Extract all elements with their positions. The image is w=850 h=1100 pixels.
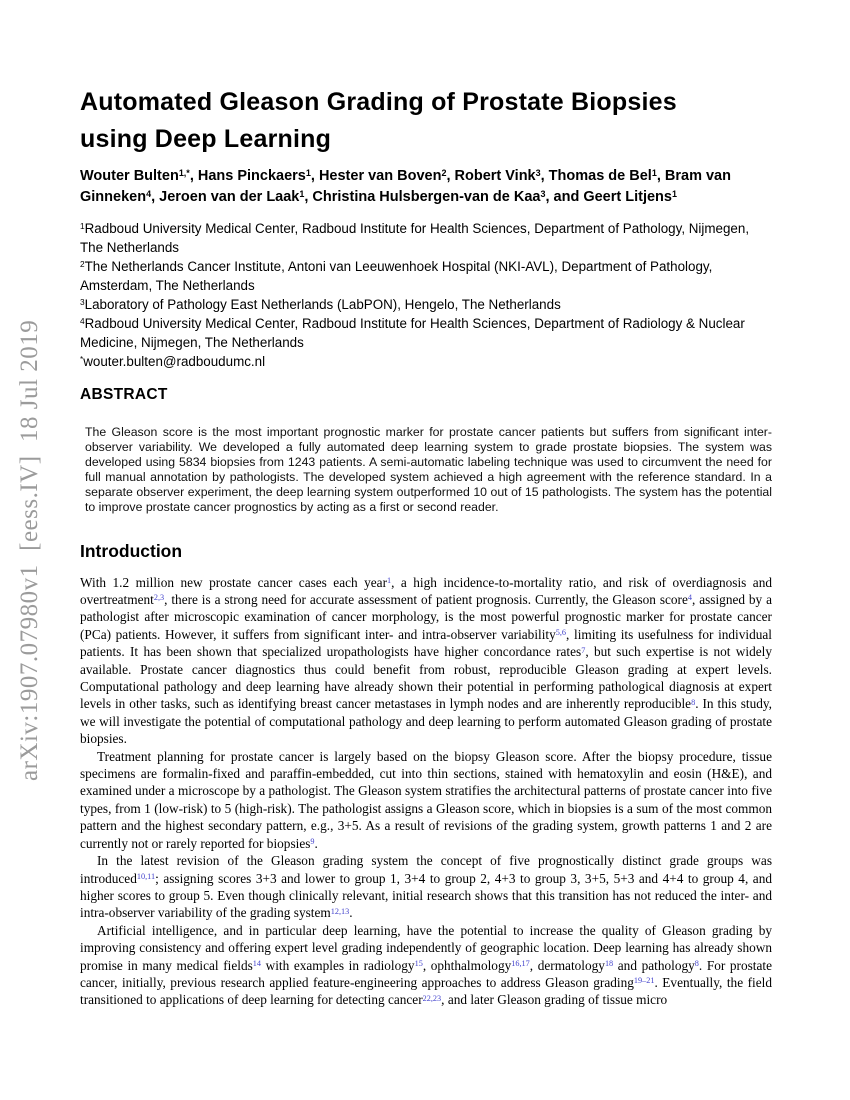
superscript-marker: 2 bbox=[441, 167, 447, 178]
paper-title bbox=[80, 84, 772, 158]
superscript-marker: 1 bbox=[671, 189, 677, 200]
citation-link[interactable]: 9 bbox=[310, 836, 315, 846]
intro-paragraph-2: Treatment planning for prostate cancer is largely based on the biopsy Gleason score. After the biopsy procedure, tissue specimens are formalin-fixed and paraffin-embedded, cut into thin sections, stained with hematoxylin and eosin (H&E), and examined under a microscope by a pathologist. The Gleason system stratifies the architectural patterns of prostate cancer into five types, from 1 (low-risk) to 5 (high-risk). The pathologist assigns a Gleason score, which in biopsies is a sum of the most common pattern and the highest secondary pattern, e.g., 3+5. As a result of revisions of the grading system, growth patterns 1 and 2 are currently not or rarely reported for biopsies$^9$. bbox=[80, 748, 772, 851]
superscript-marker: 3 bbox=[540, 189, 546, 200]
affiliation-4: $^4$Radboud University Medical Center, Radboud Institute for Health Sciences, Department of Radiology & Nuclear Medicine, Nijmegen, The Netherlands bbox=[80, 315, 745, 350]
superscript-marker: 4 bbox=[80, 315, 85, 326]
citation-link[interactable]: 2,3 bbox=[153, 593, 165, 603]
abstract-text: The Gleason score is the most important prognostic marker for prostate cancer patients but suffers from significant inter-observer variability. We developed a fully automated deep learning system to grade prostate biopsies. The system was developed using 5834 biopsies from 1243 patients. A semi-automatic labeling technique was used to circumvent the need for full manual annotation by pathologists. The developed system achieved a high agreement with the reference standard. In a separate observer experiment, the deep learning system outperformed 10 out of 15 pathologists. The system has the potential to improve prostate cancer prognostics by acting as a first or second reader. bbox=[85, 424, 772, 514]
intro-paragraph-1: With 1.2 million new prostate cancer cases each year$^1$, a high incidence-to-mortality ratio, and risk of overdiagnosis and overtreatment$^{2,3}$, there is a strong need for accurate assessment of patient prognosis. Currently, the Gleason score$^4$, assigned by a pathologist after microscopic examination of cancer morphology, is the most powerful prognostic marker for prostate cancer (PCa) patients. However, it suffers from significant inter- and intra-observer variability$^{5,6}$, limiting its usefulness for individual patients. It has been shown that specialized uropathologists have higher concordance rates$^7$, but such expertise is not widely available. Prostate cancer diagnostics thus could benefit from robust, reproducible Gleason grading at expert levels. Computational pathology and deep learning have already shown their potential in performing pathological diagnosis at expert levels in other tasks, such as identifying breast cancer metastases in lymph nodes and are inherently reproducible$^8$. In this study, we will investigate the potential of computational pathology and deep learning to perform automated Gleason grading of prostate biopsies. bbox=[80, 574, 772, 747]
citation-link[interactable]: 16,17 bbox=[511, 958, 530, 968]
author-list: Wouter Bulten$^{1,*}$, Hans Pinckaers$^1$, Hester van Boven$^2$, Robert Vink$^3$, Thomas de Bel$^1$, Bram van Ginneken$^4$, Jeroen van der Laak$^1$, Christina Hulsbergen-van de Kaa$^3$, and Geert Litjens$^1$ bbox=[80, 167, 731, 206]
citation-link[interactable]: 12,13 bbox=[330, 906, 350, 916]
superscript-marker: 1 bbox=[651, 167, 657, 178]
citation-link[interactable]: 14 bbox=[252, 958, 261, 968]
citation-link[interactable]: 8 bbox=[691, 697, 696, 707]
abstract-heading: ABSTRACT bbox=[80, 385, 168, 403]
paper-content bbox=[80, 84, 772, 1009]
intro-paragraph-4: Artificial intelligence, and in particular deep learning, have the potential to increase the quality of Gleason grading by improving consistency and offering expert level grading independently of geographic location. Deep learning has already shown promise in many medical fields$^{14}$ with examples in radiology$^{15}$, ophthalmology$^{16,17}$, dermatology$^{18}$ and pathology$^8$. For prostate cancer, initially, previous research applied feature-engineering approaches to address Gleason grading$^{19-21}$. Eventually, the field transitioned to applications of deep learning for detecting cancer$^{22,23}$, and later Gleason grading of tissue micro bbox=[80, 922, 772, 1008]
citation-link[interactable]: 15 bbox=[414, 958, 423, 968]
citation-link[interactable]: 1 bbox=[387, 575, 392, 585]
affiliation-3: $^3$Laboratory of Pathology East Netherlands (LabPON), Hengelo, The Netherlands bbox=[80, 296, 561, 312]
citation-link[interactable]: 22,23 bbox=[422, 993, 442, 1003]
superscript-marker: 4 bbox=[146, 189, 152, 200]
superscript-marker: 1 bbox=[299, 189, 305, 200]
superscript-marker: 3 bbox=[80, 296, 85, 307]
superscript-marker: 1,* bbox=[178, 167, 190, 178]
introduction-heading: Introduction bbox=[80, 540, 183, 561]
citation-link[interactable]: 18 bbox=[604, 958, 614, 968]
affiliations bbox=[80, 219, 772, 371]
citation-link[interactable]: 7 bbox=[581, 645, 586, 655]
corresponding-email: *wouter.bulten@radboudumc.nl bbox=[80, 353, 266, 369]
affiliation-1: $^1$Radboud University Medical Center, Radboud Institute for Health Sciences, Department of Pathology, Nijmegen, The Netherlands bbox=[80, 220, 750, 255]
superscript-marker: 3 bbox=[535, 167, 541, 178]
citation-link[interactable]: 4 bbox=[687, 593, 693, 603]
citation-link[interactable]: 19–21 bbox=[633, 976, 655, 986]
paper-title-line1: Automated Gleason Grading of Prostate Biopsies bbox=[80, 88, 677, 116]
arxiv-stamp: arXiv:1907.07980v1 [eess.IV] 18 Jul 2019 bbox=[16, 319, 43, 781]
superscript-marker: 1 bbox=[305, 167, 311, 178]
superscript-marker: * bbox=[80, 353, 84, 364]
paper-title-line2: using Deep Learning bbox=[80, 125, 332, 153]
intro-paragraph-3: In the latest revision of the Gleason grading system the concept of five prognostically distinct grade groups was introduced$^{10,11}$; assigning scores 3+3 and lower to group 1, 3+4 to group 2, 4+3 to group 3, 3+5, 5+3 and 4+4 to group 4, and higher scores to group 5. Even though clinically relevant, initial research shows that this transition has not reduced the inter- and intra-observer variability of the grading system$^{12,13}$. bbox=[80, 853, 772, 921]
superscript-marker: 2 bbox=[80, 258, 85, 269]
affiliation-2: $^2$The Netherlands Cancer Institute, Antoni van Leeuwenhoek Hospital (NKI-AVL), Department of Pathology, Amsterdam, The Netherlands bbox=[80, 258, 713, 293]
citation-link[interactable]: 10,11 bbox=[136, 871, 156, 881]
citation-link[interactable]: 5,6 bbox=[555, 628, 567, 638]
superscript-marker: 1 bbox=[80, 220, 85, 231]
citation-link[interactable]: 8 bbox=[694, 958, 699, 968]
